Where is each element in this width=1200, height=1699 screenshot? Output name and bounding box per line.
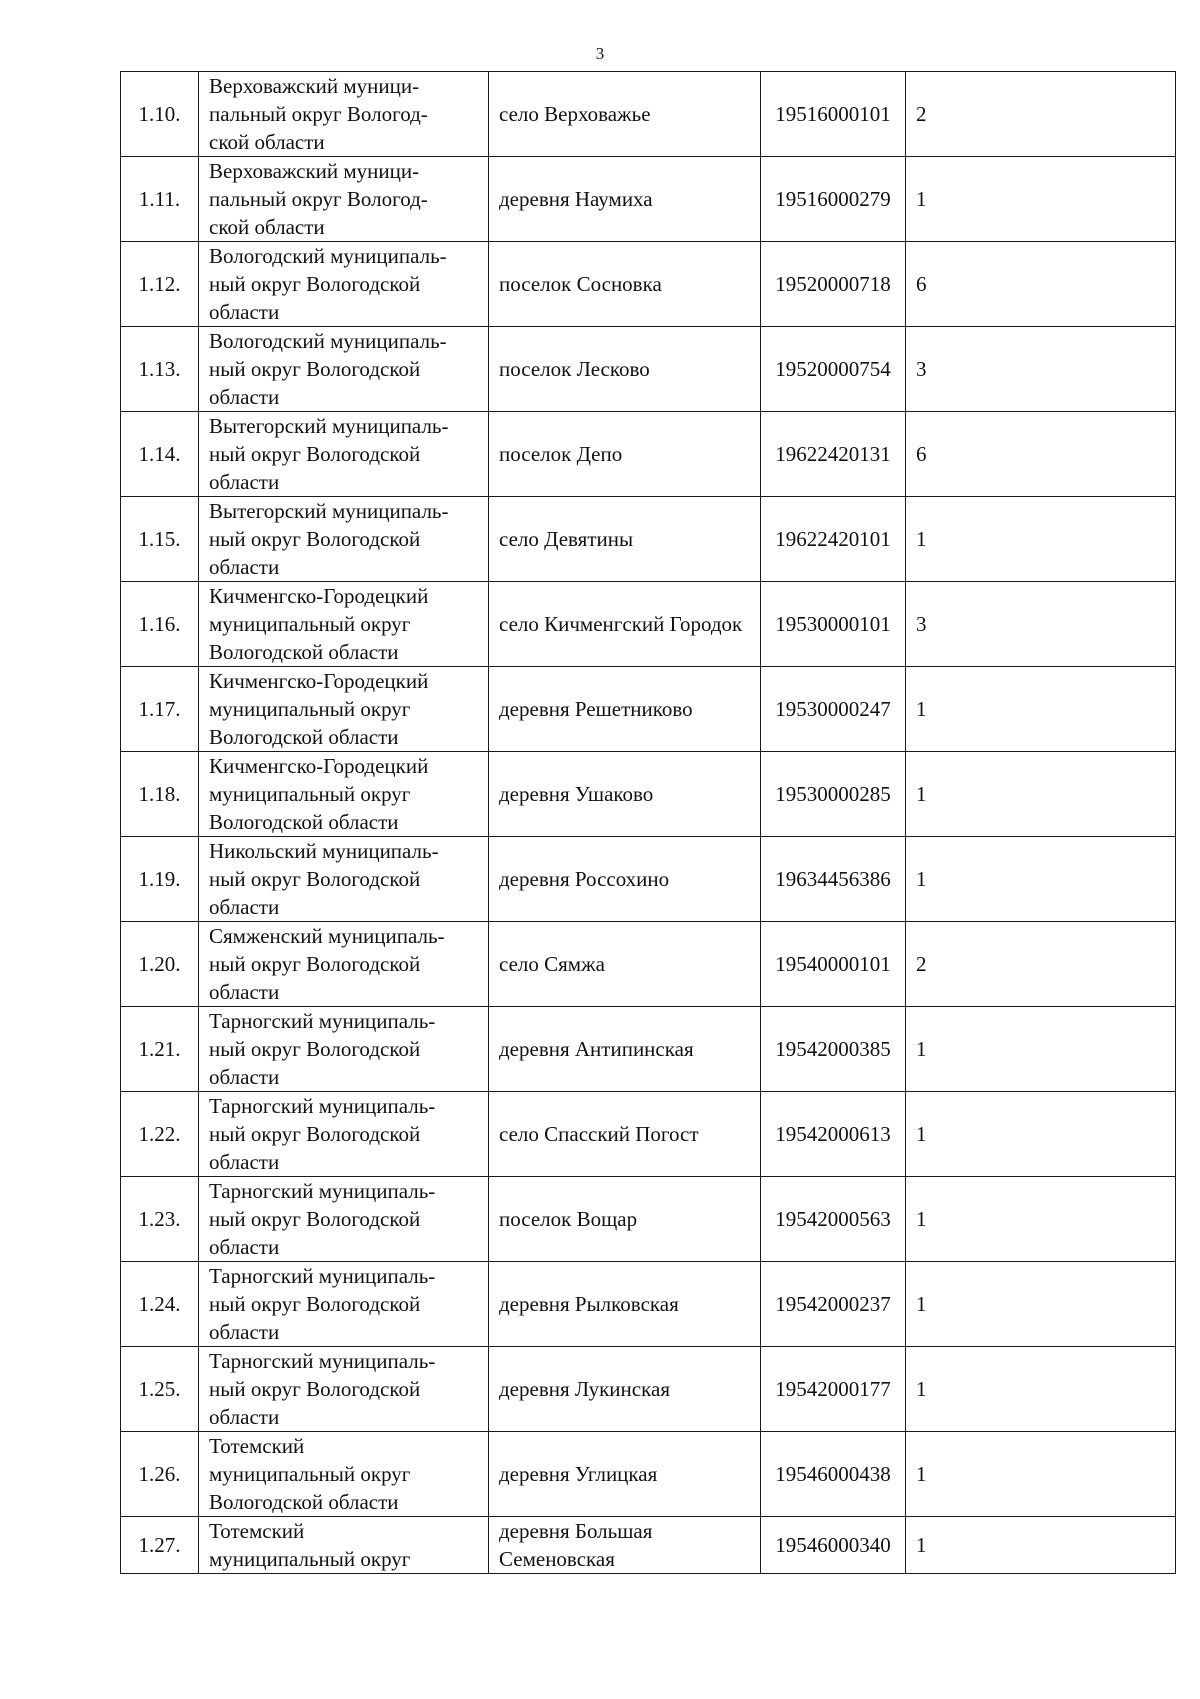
row-number: 1.27.: [121, 1517, 199, 1574]
district-line: ской области: [209, 130, 325, 154]
district-line: области: [209, 1320, 280, 1344]
table-row: [121, 157, 1176, 242]
district-line: области: [209, 300, 280, 324]
district-cell: [199, 752, 489, 837]
district-cell: [199, 1347, 489, 1432]
district-cell: [199, 242, 489, 327]
table-row: [121, 1177, 1176, 1262]
district-line: муниципальный округ: [209, 697, 411, 721]
district-line: пальный округ Вологод-: [209, 187, 428, 211]
table-row: [121, 1432, 1176, 1517]
count-cell: 3: [906, 582, 1176, 667]
district-cell: [199, 327, 489, 412]
district-cell: [199, 157, 489, 242]
district-line: ный округ Вологодской: [209, 1292, 421, 1316]
district-line: Верховажский муници-: [209, 159, 420, 183]
settlements-table: [120, 71, 1176, 1574]
district-line: Тарногский муниципаль-: [209, 1179, 436, 1203]
district-cell: [199, 1432, 489, 1517]
page-number: 3: [595, 44, 605, 63]
table-row: [121, 752, 1176, 837]
settlement-cell: село Сямжа: [489, 922, 761, 1007]
count-cell: 1: [906, 1007, 1176, 1092]
oktmo-code-cell: 19546000438: [761, 1432, 906, 1517]
district-line: ный округ Вологодской: [209, 442, 421, 466]
district-line: Сямженский муниципаль-: [209, 924, 445, 948]
district-line: муниципальный округ: [209, 1547, 411, 1571]
district-cell: [199, 837, 489, 922]
district-line: муниципальный округ: [209, 782, 411, 806]
table-row: [121, 1007, 1176, 1092]
row-number: 1.25.: [121, 1347, 199, 1432]
oktmo-code-cell: 19542000237: [761, 1262, 906, 1347]
settlement-cell: поселок Вощар: [489, 1177, 761, 1262]
settlement-cell: деревня Рылковская: [489, 1262, 761, 1347]
settlement-cell: деревня Россохино: [489, 837, 761, 922]
district-line: Верховажский муници-: [209, 74, 420, 98]
district-line: области: [209, 470, 280, 494]
district-line: ный округ Вологодской: [209, 1037, 421, 1061]
district-line: Вологодской области: [209, 1490, 399, 1514]
table-row: [121, 242, 1176, 327]
settlement-cell: деревня Лукинская: [489, 1347, 761, 1432]
oktmo-code-cell: 19520000718: [761, 242, 906, 327]
district-cell: [199, 1092, 489, 1177]
settlement-cell: деревня Углицкая: [489, 1432, 761, 1517]
row-number: 1.23.: [121, 1177, 199, 1262]
district-line: области: [209, 1405, 280, 1429]
settlement-cell: деревня Наумиха: [489, 157, 761, 242]
district-line: Вологодский муниципаль-: [209, 329, 447, 353]
settlement-cell: деревня Ушаково: [489, 752, 761, 837]
row-number: 1.11.: [121, 157, 199, 242]
row-number: 1.24.: [121, 1262, 199, 1347]
count-cell: 1: [906, 1432, 1176, 1517]
count-cell: 1: [906, 1517, 1176, 1574]
settlement-cell: село Спасский Погост: [489, 1092, 761, 1177]
row-number: 1.20.: [121, 922, 199, 1007]
oktmo-code-cell: 19546000340: [761, 1517, 906, 1574]
table-row: [121, 1092, 1176, 1177]
row-number: 1.19.: [121, 837, 199, 922]
count-cell: 3: [906, 327, 1176, 412]
district-line: Вологодской области: [209, 810, 399, 834]
table-row: [121, 497, 1176, 582]
district-line: Тарногский муниципаль-: [209, 1264, 436, 1288]
district-cell: [199, 1007, 489, 1092]
count-cell: 1: [906, 497, 1176, 582]
district-line: Вологодской области: [209, 725, 399, 749]
district-line: Вологодский муниципаль-: [209, 244, 447, 268]
district-line: Кичменгско-Городецкий: [209, 584, 429, 608]
district-line: Тарногский муниципаль-: [209, 1094, 436, 1118]
settlement-cell: село Девятины: [489, 497, 761, 582]
count-cell: 1: [906, 157, 1176, 242]
table-row: [121, 582, 1176, 667]
district-line: области: [209, 980, 280, 1004]
oktmo-code-cell: 19530000101: [761, 582, 906, 667]
district-line: области: [209, 1150, 280, 1174]
settlement-cell: поселок Депо: [489, 412, 761, 497]
district-line: ный округ Вологодской: [209, 867, 421, 891]
district-line: области: [209, 1235, 280, 1259]
table-row: [121, 1262, 1176, 1347]
oktmo-code-cell: 19622420101: [761, 497, 906, 582]
row-number: 1.12.: [121, 242, 199, 327]
table-row: [121, 1517, 1176, 1574]
settlement-cell: деревня Большая Семеновская: [489, 1517, 761, 1574]
row-number: 1.17.: [121, 667, 199, 752]
district-cell: [199, 667, 489, 752]
district-line: ской области: [209, 215, 325, 239]
table-row: [121, 922, 1176, 1007]
count-cell: 6: [906, 412, 1176, 497]
district-line: ный округ Вологодской: [209, 1122, 421, 1146]
oktmo-code-cell: 19540000101: [761, 922, 906, 1007]
district-cell: [199, 497, 489, 582]
district-cell: [199, 1262, 489, 1347]
row-number: 1.22.: [121, 1092, 199, 1177]
count-cell: 1: [906, 1092, 1176, 1177]
district-cell: [199, 412, 489, 497]
settlement-cell: село Кичменгский Городок: [489, 582, 761, 667]
oktmo-code-cell: 19542000563: [761, 1177, 906, 1262]
district-line: ный округ Вологодской: [209, 1377, 421, 1401]
row-number: 1.14.: [121, 412, 199, 497]
row-number: 1.21.: [121, 1007, 199, 1092]
district-line: Тарногский муниципаль-: [209, 1009, 436, 1033]
oktmo-code-cell: 19542000613: [761, 1092, 906, 1177]
count-cell: 2: [906, 72, 1176, 157]
oktmo-code-cell: 19542000385: [761, 1007, 906, 1092]
settlement-cell: деревня Антипинская: [489, 1007, 761, 1092]
district-line: Кичменгско-Городецкий: [209, 669, 429, 693]
count-cell: 1: [906, 837, 1176, 922]
district-line: ный округ Вологодской: [209, 527, 421, 551]
oktmo-code-cell: 19516000101: [761, 72, 906, 157]
count-cell: 1: [906, 667, 1176, 752]
district-line: Тотемский: [209, 1519, 305, 1543]
district-line: Тотемский: [209, 1434, 305, 1458]
district-line: Вытегорский муниципаль-: [209, 414, 449, 438]
district-line: Кичменгско-Городецкий: [209, 754, 429, 778]
district-line: области: [209, 895, 280, 919]
count-cell: 1: [906, 752, 1176, 837]
district-line: пальный округ Вологод-: [209, 102, 428, 126]
count-cell: 2: [906, 922, 1176, 1007]
settlement-cell: поселок Сосновка: [489, 242, 761, 327]
district-cell: [199, 1517, 489, 1574]
oktmo-code-cell: 19520000754: [761, 327, 906, 412]
table-row: [121, 837, 1176, 922]
district-line: муниципальный округ: [209, 612, 411, 636]
count-cell: 1: [906, 1177, 1176, 1262]
district-line: ный округ Вологодской: [209, 952, 421, 976]
settlement-cell: поселок Лесково: [489, 327, 761, 412]
table-row: [121, 327, 1176, 412]
oktmo-code-cell: 19542000177: [761, 1347, 906, 1432]
district-line: ный округ Вологодской: [209, 357, 421, 381]
district-line: области: [209, 385, 280, 409]
district-cell: [199, 582, 489, 667]
district-cell: [199, 922, 489, 1007]
oktmo-code-cell: 19634456386: [761, 837, 906, 922]
oktmo-code-cell: 19530000285: [761, 752, 906, 837]
row-number: 1.16.: [121, 582, 199, 667]
district-line: муниципальный округ: [209, 1462, 411, 1486]
district-line: области: [209, 555, 280, 579]
count-cell: 1: [906, 1262, 1176, 1347]
district-line: Тарногский муниципаль-: [209, 1349, 436, 1373]
district-line: Вологодской области: [209, 640, 399, 664]
table-row: [121, 72, 1176, 157]
district-line: ный округ Вологодской: [209, 272, 421, 296]
row-number: 1.10.: [121, 72, 199, 157]
district-cell: [199, 1177, 489, 1262]
row-number: 1.18.: [121, 752, 199, 837]
district-line: Никольский муниципаль-: [209, 839, 439, 863]
count-cell: 6: [906, 242, 1176, 327]
row-number: 1.26.: [121, 1432, 199, 1517]
settlement-cell: деревня Решетниково: [489, 667, 761, 752]
table-body: [121, 72, 1176, 1574]
count-cell: 1: [906, 1347, 1176, 1432]
district-cell: [199, 72, 489, 157]
oktmo-code-cell: 19516000279: [761, 157, 906, 242]
oktmo-code-cell: 19530000247: [761, 667, 906, 752]
oktmo-code-cell: 19622420131: [761, 412, 906, 497]
table-row: [121, 412, 1176, 497]
district-line: ный округ Вологодской: [209, 1207, 421, 1231]
row-number: 1.15.: [121, 497, 199, 582]
table-row: [121, 1347, 1176, 1432]
district-line: Вытегорский муниципаль-: [209, 499, 449, 523]
row-number: 1.13.: [121, 327, 199, 412]
settlement-cell: село Верховажье: [489, 72, 761, 157]
table-row: [121, 667, 1176, 752]
district-line: области: [209, 1065, 280, 1089]
